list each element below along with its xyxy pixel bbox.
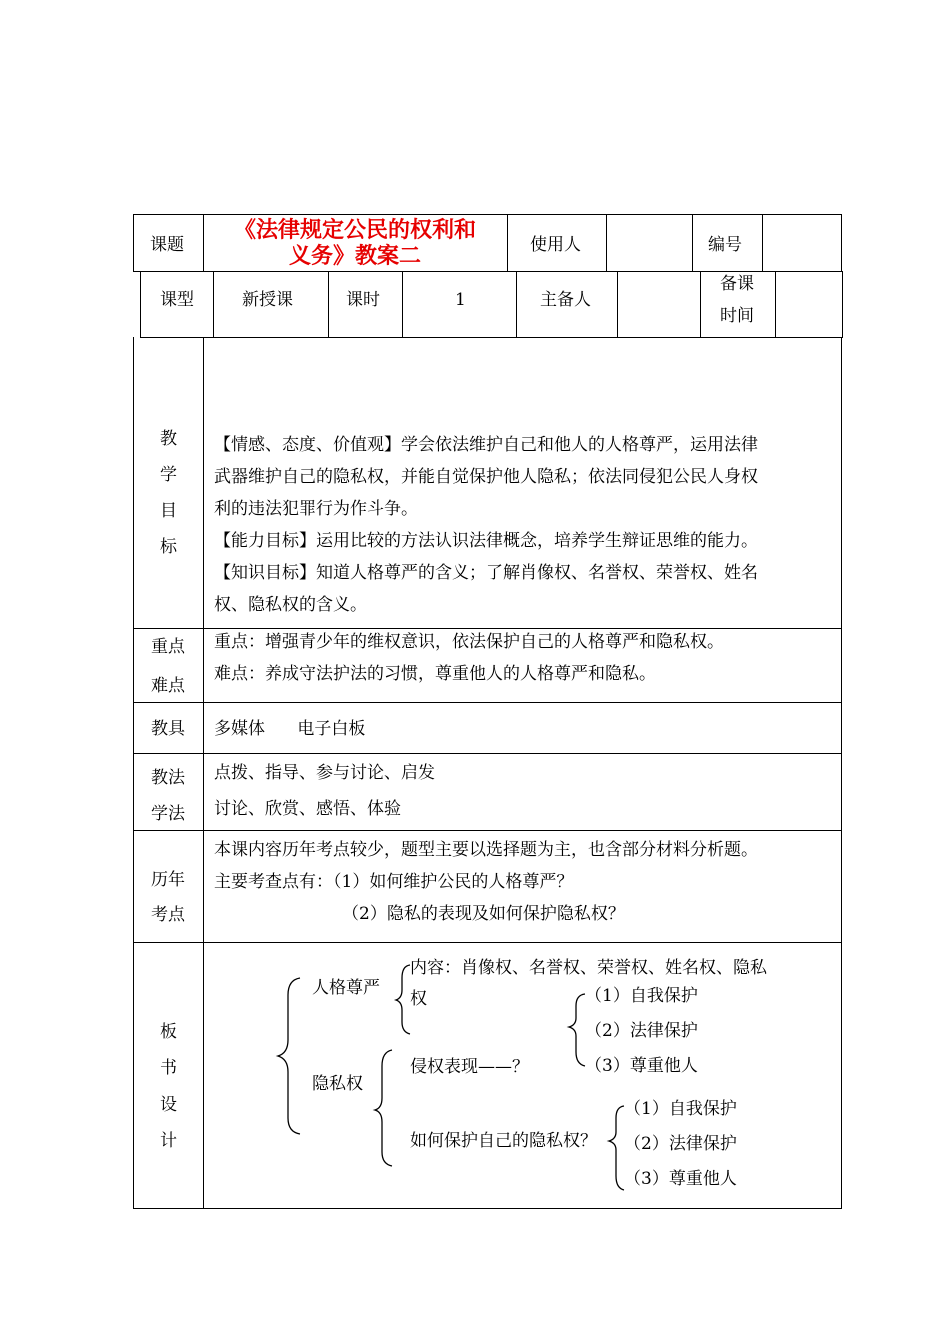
list-item: （3）尊重他人 bbox=[585, 1056, 698, 1076]
prep-time-label-1: 备课 bbox=[720, 274, 754, 294]
list-item: （1）自我保护 bbox=[585, 986, 698, 1006]
type-label: 课型 bbox=[160, 290, 194, 310]
prep-time-label-2: 时间 bbox=[720, 306, 754, 326]
subject-label: 课题 bbox=[150, 235, 184, 255]
hours-label: 课时 bbox=[346, 290, 380, 310]
number-label: 编号 bbox=[708, 235, 742, 255]
list-item: （3）尊重他人 bbox=[624, 1169, 737, 1189]
board-content-line1: 内容：肖像权、名誉权、荣誉权、姓名权、隐私 bbox=[410, 958, 767, 978]
objective-line: 权、隐私权的含义。 bbox=[214, 595, 367, 615]
objective-line: 利的违法犯罪行为作斗争。 bbox=[214, 499, 418, 519]
board-dignity: 人格尊严 bbox=[312, 978, 380, 998]
tools-value: 多媒体 电子白板 bbox=[214, 719, 366, 739]
objective-line: 【情感、态度、价值观】学会依法维护自己和他人的人格尊严，运用法律 bbox=[214, 435, 758, 455]
list-item: （2）法律保护 bbox=[585, 1021, 698, 1041]
preparer-label: 主备人 bbox=[540, 290, 591, 310]
lesson-title-line1: 《法律规定公民的权利和 bbox=[233, 218, 476, 243]
list-item: （1）自我保护 bbox=[624, 1099, 737, 1119]
user-label: 使用人 bbox=[530, 235, 581, 255]
board-infringe: 侵权表现——？ bbox=[410, 1057, 529, 1077]
objective-line: 【知识目标】知道人格尊严的含义；了解肖像权、名誉权、荣誉权、姓名 bbox=[214, 563, 758, 583]
exam-line: 主要考查点有：（1）如何维护公民的人格尊严？ bbox=[214, 872, 574, 892]
type-value: 新授课 bbox=[242, 290, 293, 310]
exam-line: 本课内容历年考点较少，题型主要以选择题为主，也含部分材料分析题。 bbox=[214, 840, 758, 860]
board-privacy: 隐私权 bbox=[312, 1074, 363, 1094]
lesson-title-line2: 义务》教案二 bbox=[288, 244, 421, 269]
key-point-line: 重点：增强青少年的维权意识，依法保护自己的人格尊严和隐私权。 bbox=[214, 632, 724, 652]
objective-line: 【能力目标】运用比较的方法认识法律概念，培养学生辩证思维的能力。 bbox=[214, 531, 758, 551]
difficult-point-line: 难点：养成守法护法的习惯，尊重他人的人格尊严和隐私。 bbox=[214, 664, 656, 684]
hours-value: 1 bbox=[455, 290, 466, 310]
teaching-method-line: 点拨、指导、参与讨论、启发 bbox=[214, 763, 435, 783]
board-content-line2: 权 bbox=[410, 989, 427, 1009]
learning-method-line: 讨论、欣赏、感悟、体验 bbox=[214, 799, 401, 819]
board-protect: 如何保护自己的隐私权？ bbox=[410, 1131, 597, 1151]
list-item: （2）法律保护 bbox=[624, 1134, 737, 1154]
exam-line: （2）隐私的表现及如何保护隐私权？ bbox=[342, 904, 625, 924]
tools-label: 教具 bbox=[151, 719, 185, 739]
objective-line: 武器维护自己的隐私权，并能自觉保护他人隐私；依法同侵犯公民人身权 bbox=[214, 467, 758, 487]
